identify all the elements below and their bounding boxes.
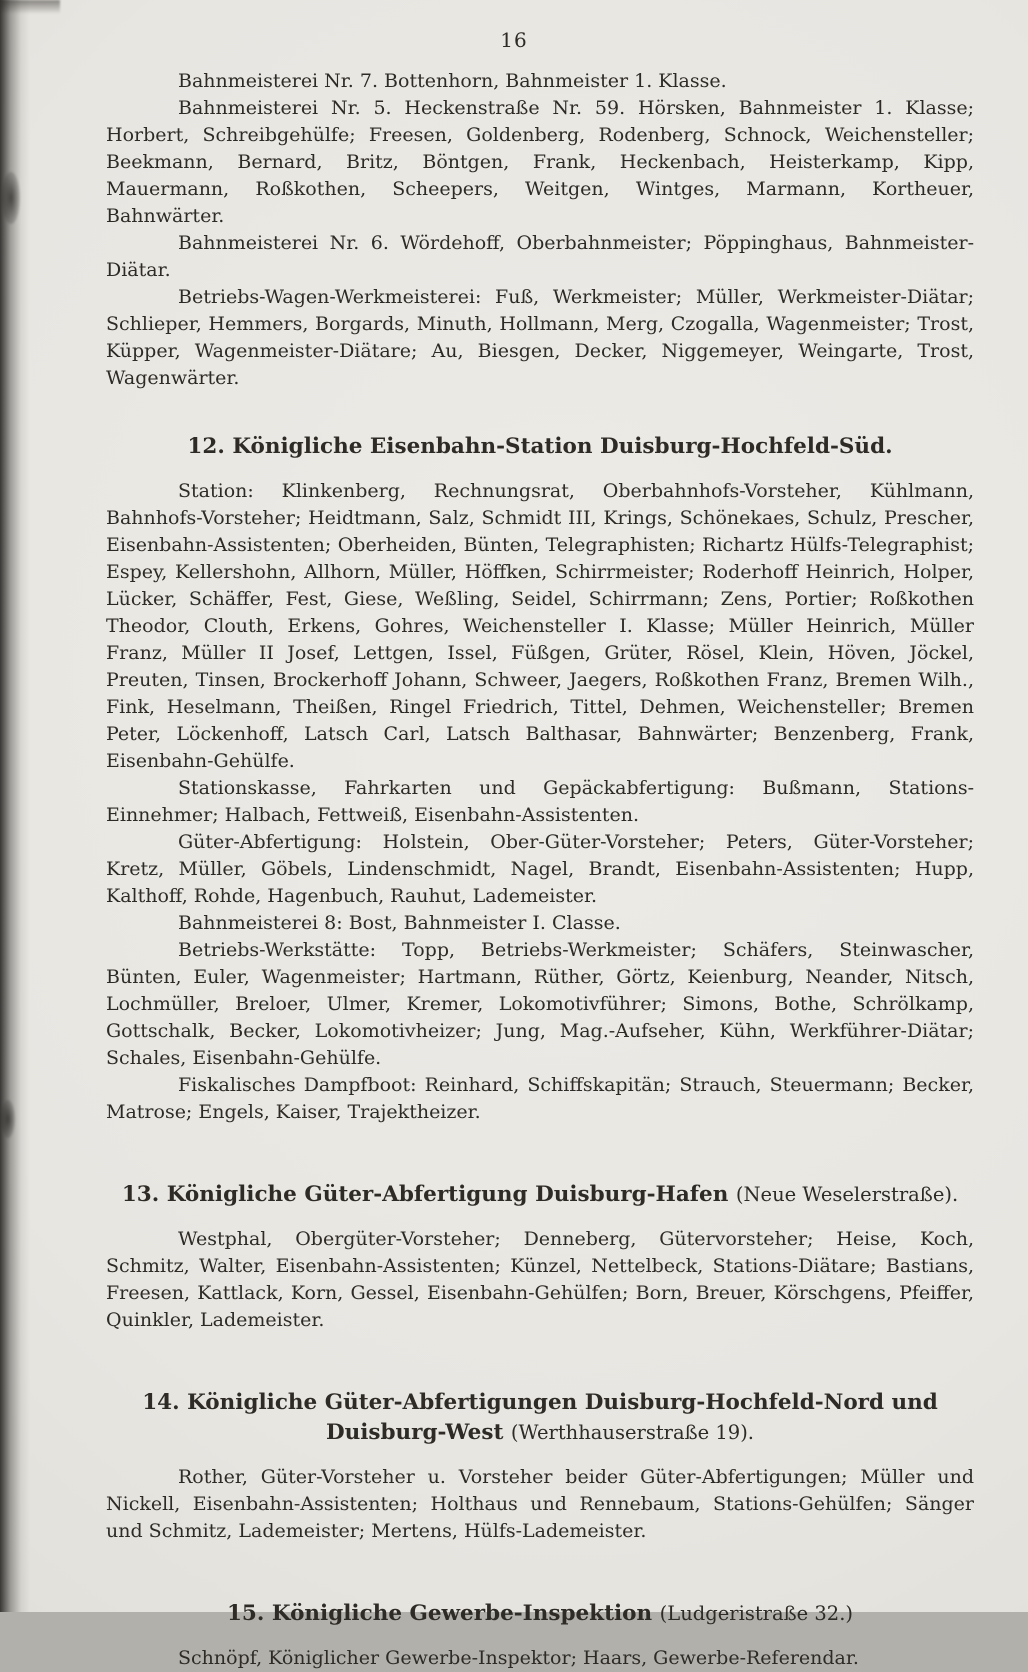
section-number: 15. [226,1601,265,1626]
section-title: Königliche Eisenbahn-Station Duisburg-Hochfeld-Süd. [232,434,893,459]
section-address-note: (Werthhauserstraße 19). [510,1421,755,1444]
para-gueter-abfertigungen-nord-west: Rother, Güter-Vorsteher u. Vorsteher beider Güter-Abfertigungen; Müller und Nickell, Eisenbahn-Assistenten; Holthaus und Rennebaum, Stations-Gehülfen; Sänger und Schmitz, Lademeister; Mertens, Hülfs-Lademeister. [106,1466,974,1542]
para-gueter-abfertigung: Güter-Abfertigung: Holstein, Ober-Güter-Vorsteher; Peters, Güter-Vorsteher; Kretz, Müller, Göbels, Lindenschmidt, Nagel, Brandt, Eisenbahn-Assistenten; Hupp, Kalthoff, Rohde, Hagenbuch, Rauhut, Lademeister. [106,831,974,907]
para-betriebs-werkstaette: Betriebs-Werkstätte: Topp, Betriebs-Werkmeister; Schäfers, Steinwascher, Bünten, Euler, Wagenmeister; Hartmann, Rüther, Görtz, Keienburg, Neander, Nitsch, Lochmüller, Breloer, Ulmer, Kremer, Lokomotivführer; Simons, Bothe, Schrölkamp, Gottschalk, Becker, Lokomotivheizer; Jung, Mag.-Aufseher, Kühn, Werkführer-Diätar; Schales, Eisenbahn-Gehülfe. [106,939,974,1069]
para-gueter-abfertigung-hafen: Westphal, Obergüter-Vorsteher; Denneberg, Gütervorsteher; Heise, Koch, Schmitz, Walter, Eisenbahn-Assistenten; Künzel, Nettelbeck, Stations-Diätare; Bastians, Freesen, Kattlack, Korn, Gessel, Eisenbahn-Gehülfen; Born, Breuer, Körschgens, Pfeiffer, Quinkler, Lademeister. [106,1228,974,1331]
para-stationskasse: Stationskasse, Fahrkarten und Gepäckabfertigung: Bußmann, Stations-Einnehmer; Halbach, Fettweiß, Eisenbahn-Assistenten. [106,777,974,826]
section-title: Königliche Güter-Abfertigungen Duisburg-Hochfeld-Nord und Duisburg-West [187,1390,938,1445]
para-gewerbe-inspektion: Schnöpf, Königlicher Gewerbe-Inspektor; Haars, Gewerbe-Referendar. [178,1647,859,1669]
document-body [0,52,1028,1672]
section-number: 12. [187,434,225,459]
section-heading-13 [116,1180,964,1210]
section-heading-12 [116,432,964,462]
para-bahnmeisterei-5: Bahnmeisterei Nr. 5. Heckenstraße Nr. 59. Hörsken, Bahnmeister 1. Klasse; Horbert, Schreibgehülfe; Freesen, Goldenberg, Rodenberg, Schnock, Weichensteller; Beekmann, Bernard, Britz, Böntgen, Frank, Heckenbach, Heisterkamp, Kipp, Mauermann, Roßkothen, Scheepers, Weitgen, Wintges, Marmann, Kortheuer, Bahnwärter. [106,97,974,227]
section-number: 14. [142,1390,180,1415]
para-bahnmeisterei-6: Bahnmeisterei Nr. 6. Wördehoff, Oberbahnmeister; Pöppinghaus, Bahnmeister-Diätar. [106,232,974,281]
para-betriebs-wagen-werkmeisterei: Betriebs-Wagen-Werkmeisterei: Fuß, Werkmeister; Müller, Werkmeister-Diätar; Schlieper, Hemmers, Borgards, Minuth, Hollmann, Merg, Czogalla, Wagenmeister; Trost, Küpper, Wagenmeister-Diätare; Au, Biesgen, Decker, Niggemeyer, Weingarte, Trost, Wagenwärter. [106,286,974,389]
para-bahnmeisterei-7: Bahnmeisterei Nr. 7. Bottenhorn, Bahnmeister 1. Klasse. [178,70,727,92]
para-station: Station: Klinkenberg, Rechnungsrat, Oberbahnhofs-Vorsteher, Kühlmann, Bahnhofs-Vorsteher; Heidtmann, Salz, Schmidt III, Krings, Schönekaes, Schulz, Prescher, Eisenbahn-Assistenten; Oberheiden, Bünten, Telegraphisten; Richartz Hülfs-Telegraphist; Espey, Kellershohn, Allhorn, Müller, Höffken, Schirrmeister; Roderhoff Heinrich, Holper, Lücker, Schäffer, Fest, Giese, Weßling, Seidel, Schirrmann; Zens, Portier; Roßkothen Theodor, Clouth, Erkens, Gohres, Weichensteller I. Klasse; Müller Heinrich, Müller Franz, Müller II Josef, Lettgen, Issel, Füßgen, Grüter, Rösel, Klein, Höven, Jöckel, Preuten, Tinsen, Brockerhoff Johann, Schweer, Jaegers, Roßkothen Franz, Bremen Wilh., Fink, Heselmann, Theißen, Ringel Friedrich, Tittel, Dehmen, Weichensteller; Bremen Peter, Löckenhoff, Latsch Carl, Latsch Balthasar, Bahnwärter; Benzenberg, Frank, Eisenbahn-Gehülfe. [106,480,974,772]
para-bahnmeisterei-8: Bahnmeisterei 8: Bost, Bahnmeister I. Classe. [178,912,621,934]
page-number: 16 [500,28,528,52]
section-number: 13. [121,1182,160,1207]
section-heading-15 [116,1599,964,1629]
section-title: Königliche Gewerbe-Inspektion [271,1601,653,1626]
section-address-note: (Neue Weselerstraße). [735,1183,959,1206]
section-heading-14 [116,1388,964,1448]
para-fiskalisches-dampfboot: Fiskalisches Dampfboot: Reinhard, Schiffskapitän; Strauch, Steuermann; Becker, Matrose; Engels, Kaiser, Trajektheizer. [106,1074,974,1123]
section-address-note: (Ludgeristraße 32.) [659,1602,854,1625]
section-title: Königliche Güter-Abfertigung Duisburg-Hafen [166,1182,729,1207]
